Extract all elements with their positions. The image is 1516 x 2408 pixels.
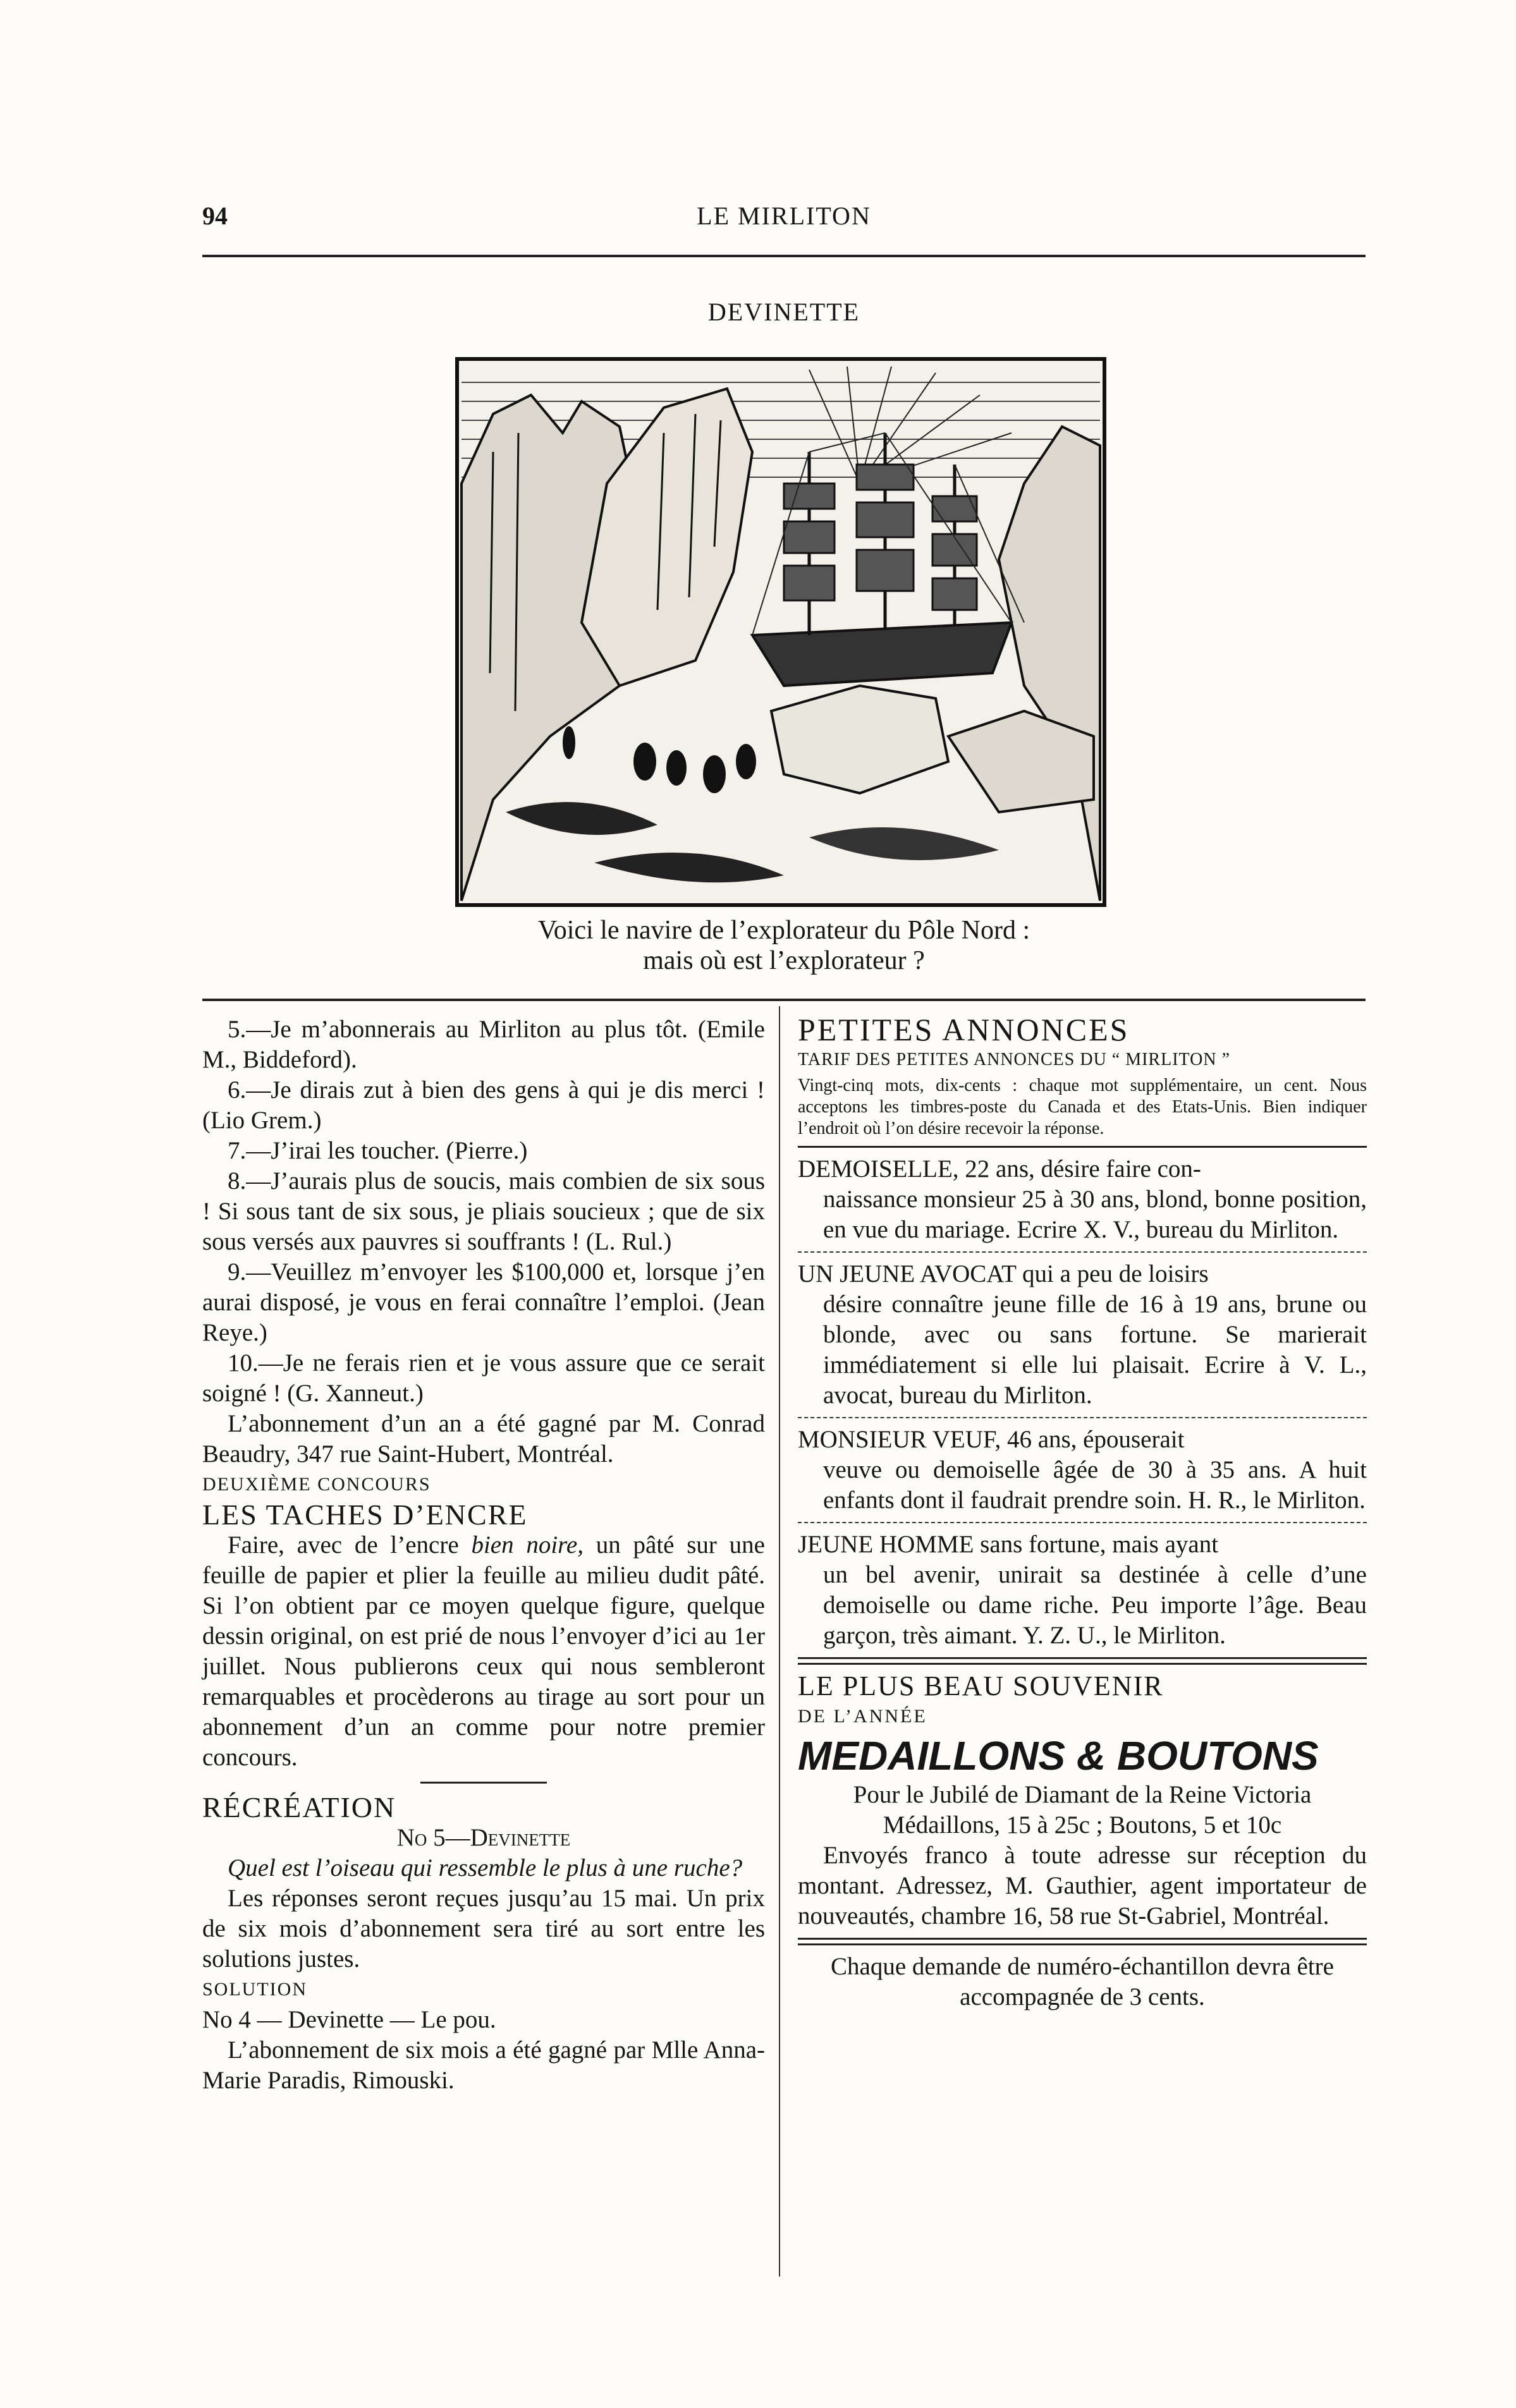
riddle-rules: Les réponses seront reçues jusqu’au 15 mai. Un prix de six mois d’abonnement sera tiré au sort entre les solutions justes.	[202, 1885, 765, 1973]
envoyes-text: Envoyés franco à toute adresse sur réception du montant. Adressez, M. Gauthier, agent importateur de nouveautés, chambre 16, 58 rue St-Gabriel, Montréal.	[798, 1842, 1367, 1930]
jubile-text: Pour le Jubilé de Diamant de la Reine Victoria	[853, 1781, 1312, 1808]
classified-ad: MONSIEUR VEUF, 46 ans, épouserait veuve ou demoiselle âgée de 30 à 35 ans. A huit enfants dont il faudrait prendre soin. H. R., le Mirliton.	[798, 1426, 1367, 1514]
classified-ad: DEMOISELLE, 22 ans, désire faire con- naissance monsieur 25 à 30 ans, blond, bonne position, en vue du mariage. Ecrire X. V., bureau du Mirliton.	[798, 1155, 1367, 1243]
classified-ad: UN JEUNE AVOCAT qui a peu de loisirs désire connaître jeune fille de 16 à 19 ans, brune ou blonde, avec ou sans fortune. Se marierait immédiatement si elle lui plaisait. Ecrire à V. L., avocat, bureau du Mirliton.	[798, 1260, 1367, 1409]
answer-item: 10.—Je ne ferais rien et je vous assure que ce serait soigné ! (G. Xanneut.)	[202, 1349, 765, 1407]
prices-text: Médaillons, 15 à 25c ; Boutons, 5 et 10c	[883, 1811, 1282, 1839]
answer-item: 8.—J’aurais plus de soucis, mais combien de six sous ! Si sous tant de six sous, je pliais soucieux ; que de six sous versés aux pauvres si souffrants ! (L. Rul.)	[202, 1167, 765, 1255]
answer-item: 5.—Je m’abonnerais au Mirliton au plus tôt. (Emile M., Biddeford).	[202, 1016, 765, 1073]
left-column	[202, 1014, 765, 2096]
ornament-rule	[420, 1782, 547, 1784]
recreation-title: RÉCRÉATION	[202, 1791, 396, 1823]
ads-rule	[798, 1146, 1367, 1148]
footer-note: Chaque demande de numéro-échantillon devra être accompagnée de 3 cents.	[831, 1953, 1334, 2010]
devinette-title: DEVINETTE	[707, 298, 860, 326]
answer-item: 7.—J’irai les toucher. (Pierre.)	[228, 1137, 528, 1164]
header-rule	[202, 255, 1366, 257]
running-title: LE MIRLITON	[697, 202, 871, 230]
ad-divider	[798, 1417, 1367, 1418]
classified-ad: JEUNE HOMME sans fortune, mais ayant un bel avenir, unirait sa destinée à celle d’une demoiselle ou dame riche. Peu importe l’âge. Beau garçon, très aimant. Y. Z. U., le Mirliton.	[798, 1531, 1367, 1649]
tarif-text: Vingt-cinq mots, dix-cents : chaque mot supplémentaire, un cent. Nous acceptons les timbres-poste du Canada et des Etats-Unis. Bien indiquer l’endroit où l’on désire recevoir la réponse.	[798, 1076, 1367, 1138]
solution-label: SOLUTION	[202, 1979, 307, 2000]
column-divider	[779, 1006, 780, 2277]
devinette-caption	[354, 915, 1214, 976]
caption-line-2: mais où est l’explorateur ?	[643, 946, 925, 975]
concours-text: Faire, avec de l’encre bien noire, un pâté sur une feuille de papier et plier la feuille au milieu dudit pâté. Si l’on obtient par ce moyen quelque figure, quelque dessin original, on est prié de nous l’envoyer d’ici au 1er juillet. Nous publierons ceux qui nous sembleront remarquables et procèderons au tirage au sort pour un abonnement d’un an comme pour notre premier concours.	[202, 1531, 765, 1771]
ads-end-rule	[798, 1657, 1367, 1665]
caption-line-1: Voici le navire de l’explorateur du Pôle Nord :	[537, 916, 1030, 945]
page-number: 94	[202, 202, 228, 230]
petites-annonces-title: PETITES ANNONCES	[798, 1012, 1130, 1047]
souvenir-subtitle: DE L’ANNÉE	[798, 1706, 927, 1727]
notice-rule	[798, 1938, 1367, 1945]
solution-text: No 4 — Devinette — Le pou.	[202, 2006, 496, 2033]
recreation-subtitle: No 5—Devinette	[396, 1824, 571, 1851]
page-header	[202, 201, 1366, 239]
medaillons-title: MEDAILLONS & BOUTONS	[798, 1733, 1319, 1779]
solution-winner: L’abonnement de six mois a été gagné par Mlle Anna-Marie Paradis, Rimouski.	[202, 2036, 765, 2094]
riddle-question: Quel est l’oiseau qui ressemble le plus à une ruche?	[228, 1854, 743, 1882]
answer-item: 9.—Veuillez m’envoyer les $100,000 et, lorsque j’en aurai disposé, je vous en ferai connaître l’emploi. (Jean Reye.)	[202, 1258, 765, 1346]
ad-divider	[798, 1522, 1367, 1523]
souvenir-title: LE PLUS BEAU SOUVENIR	[798, 1670, 1164, 1701]
north-pole-ship-illustration	[455, 357, 1106, 907]
answer-item: 6.—Je dirais zut à bien des gens à qui je dis merci ! (Lio Grem.)	[202, 1076, 765, 1134]
concours-title: LES TACHES D’ENCRE	[202, 1499, 528, 1531]
tarif-title: TARIF DES PETITES ANNONCES DU “ MIRLITON ”	[798, 1050, 1231, 1069]
section-rule	[202, 999, 1366, 1001]
concours-label: DEUXIÈME CONCOURS	[202, 1474, 431, 1495]
contest-winner: L’abonnement d’un an a été gagné par M. Conrad Beaudry, 347 rue Saint-Hubert, Montréal.	[202, 1410, 765, 1468]
right-column	[798, 1014, 1367, 2012]
ad-divider	[798, 1251, 1367, 1253]
